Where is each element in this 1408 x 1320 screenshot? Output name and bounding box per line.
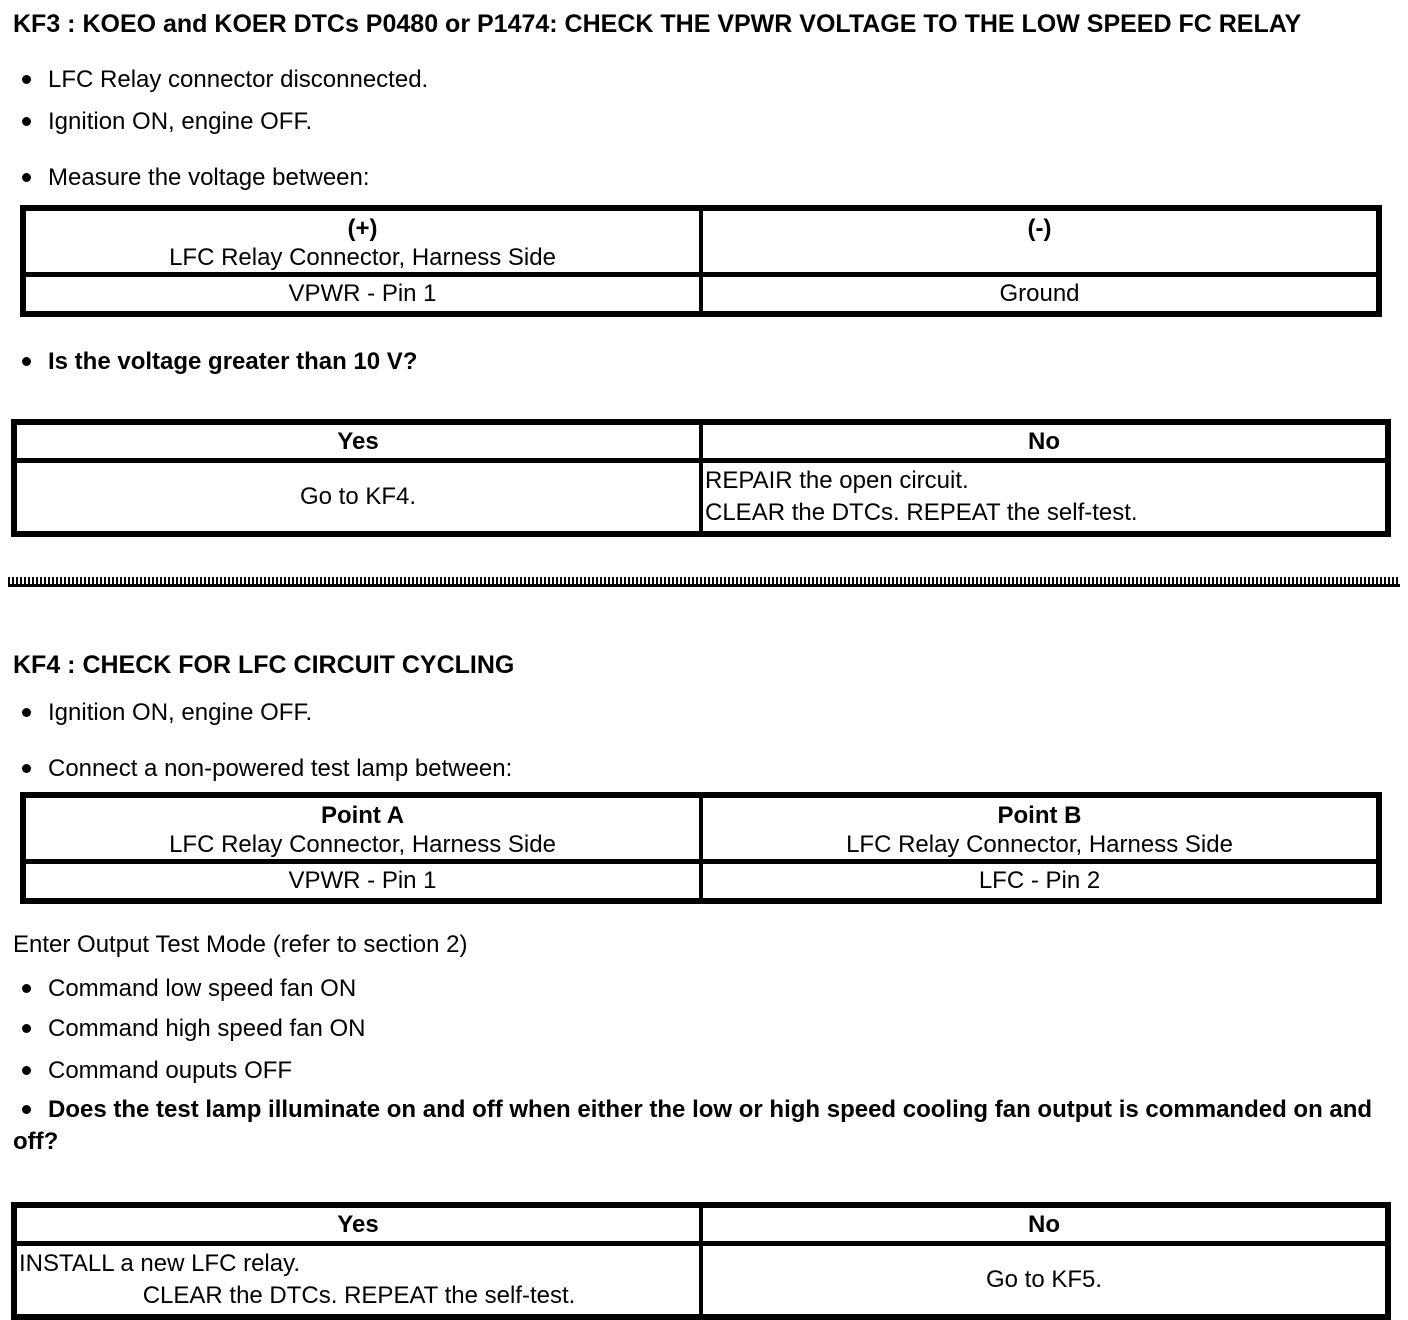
point-b-label: Point B [997,802,1082,829]
bullet-text: Command high speed fan ON [48,1015,366,1042]
yes-header-cell: Yes [14,1205,701,1244]
section-kf4 [0,649,1408,1320]
kf4-output-test-mode-note: Enter Output Test Mode (refer to section 2) [13,931,468,958]
bullet-icon [22,357,31,366]
minus-header-cell [701,208,1379,275]
bullet-text: Ignition ON, engine OFF. [48,699,313,726]
kf4-question [13,1094,1395,1158]
section-kf4-title: KF4 : CHECK FOR LFC CIRCUIT CYCLING [13,651,515,679]
kf3-question [13,347,1395,377]
kf4-decision-table [11,1202,1391,1320]
yes-action-line: INSTALL a new LFC relay. [19,1250,300,1277]
no-action-line: CLEAR the DTCs. REPEAT the self-test. [705,499,1138,526]
point-b-connector-label: LFC Relay Connector, Harness Side [846,831,1233,858]
kf4-measure-table [20,792,1382,904]
bullet-icon [22,75,31,84]
plus-connector-label: LFC Relay Connector, Harness Side [169,244,556,271]
no-action-cell [701,461,1388,535]
decision-header-row [14,1205,1388,1244]
point-b-value-cell: LFC - Pin 2 [701,862,1379,902]
point-a-connector-label: LFC Relay Connector, Harness Side [169,831,556,858]
bullet-text: Command low speed fan ON [48,975,357,1002]
no-header-cell: No [701,1205,1388,1244]
bullet-icon [22,1105,31,1114]
section-kf3-title: KF3 : KOEO and KOER DTCs P0480 or P1474: CHECK THE VPWR VOLTAGE TO THE LOW SPEED FC RELAY [13,10,1302,38]
table-value-row [23,275,1379,315]
bullet-icon [22,1066,31,1075]
bullet-icon [22,708,31,717]
section-kf3 [0,8,1408,537]
no-header-cell: No [701,422,1388,461]
minus-value-cell: Ground [701,275,1379,315]
minus-symbol: (-) [1027,215,1052,242]
kf4-command-outputs-off [13,1056,1395,1086]
kf3-step-connector-disconnected [13,65,1395,95]
bullet-icon [22,173,31,182]
point-b-header-cell [701,795,1379,862]
yes-action-line: Go to KF4. [299,483,417,510]
decision-body-row [14,461,1388,535]
point-a-header-cell [23,795,701,862]
kf4-command-low-speed [13,974,1395,1004]
question-text: Is the voltage greater than 10 V? [48,348,418,375]
bullet-icon [22,1024,31,1033]
bullet-text: LFC Relay connector disconnected. [48,66,429,93]
kf3-step-measure-voltage [13,163,1395,193]
plus-symbol: (+) [347,215,378,242]
bullet-text: Ignition ON, engine OFF. [48,108,313,135]
point-a-value-cell: VPWR - Pin 1 [23,862,701,902]
kf3-step-ignition-on [13,107,1395,137]
table-header-row [23,795,1379,862]
bullet-text: Measure the voltage between: [48,164,370,191]
kf4-command-high-speed [13,1014,1395,1044]
bullet-icon [22,764,31,773]
table-value-row [23,862,1379,902]
bullet-text: Command ouputs OFF [48,1057,293,1084]
pinpoint-test-document [0,8,1408,1320]
minus-connector-label [703,243,1376,272]
yes-header-cell: Yes [14,422,701,461]
plus-header-cell [23,208,701,275]
bullet-icon [22,984,31,993]
kf3-decision-table [11,419,1391,537]
plus-value-cell: VPWR - Pin 1 [23,275,701,315]
bullet-text: Connect a non-powered test lamp between: [48,755,513,782]
yes-action-line: CLEAR the DTCs. REPEAT the self-test. [142,1282,576,1309]
bullet-icon [22,117,31,126]
decision-header-row [14,422,1388,461]
kf4-step-ignition-on [13,698,1395,728]
no-action-line: Go to KF5. [985,1266,1103,1293]
question-text: Does the test lamp illuminate on and off when either the low or high speed cooling fan output is commanded on and off? [13,1096,1373,1155]
yes-action-cell [14,461,701,535]
kf3-measure-table [20,205,1382,317]
point-a-label: Point A [320,802,405,829]
table-header-row [23,208,1379,275]
section-divider [8,577,1400,587]
no-action-line: REPAIR the open circuit. [705,467,969,494]
kf4-step-connect-test-lamp [13,754,1395,784]
